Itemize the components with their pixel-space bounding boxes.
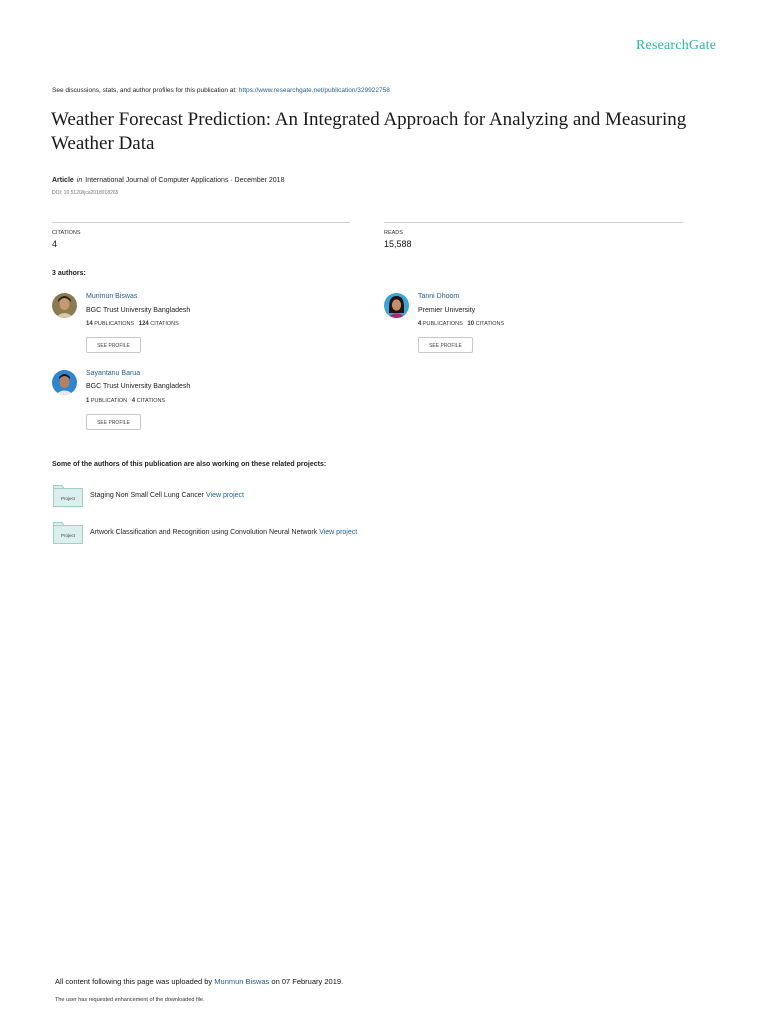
project-title: Staging Non Small Cell Lung Cancer (90, 492, 205, 499)
author-institution: Premier University (418, 307, 476, 314)
citations-count: 4 (131, 398, 136, 404)
citations-label: CITATIONS (150, 321, 179, 327)
in-word: in (76, 177, 83, 184)
citations-divider (52, 222, 350, 223)
citations-count: 124 (138, 321, 149, 327)
citations-value: 4 (52, 239, 58, 249)
project-item (90, 492, 244, 499)
article-meta (52, 177, 284, 184)
project-folder-icon (53, 522, 83, 542)
author-name-link[interactable]: Sayantanu Barua (86, 370, 141, 377)
upload-suffix: on 07 February 2019. (271, 977, 344, 986)
enhancement-note: The user has requested enhancement of the downloaded file. (55, 997, 205, 1003)
author-avatar[interactable] (384, 293, 409, 318)
author-institution: BGC Trust University Bangladesh (86, 307, 191, 314)
see-profile-button[interactable]: SEE PROFILE (418, 337, 473, 353)
author-name-link[interactable]: Munmun Biswas (86, 293, 138, 300)
project-title: Artwork Classification and Recognition using Convolution Neural Network (90, 529, 318, 536)
reads-value: 15,588 (384, 239, 412, 249)
discussion-prefix: See discussions, stats, and author profiles for this publication at: (52, 87, 239, 94)
project-folder-icon (53, 485, 83, 505)
publications-label: PUBLICATIONS (94, 321, 135, 327)
authors-heading: 3 authors: (52, 270, 86, 277)
citations-count: 10 (467, 321, 475, 327)
view-project-link[interactable]: View project (205, 492, 244, 499)
researchgate-logo[interactable]: ResearchGate (636, 38, 717, 53)
publication-url-link[interactable]: https://www.researchgate.net/publication/329922758 (238, 87, 390, 94)
project-icon-label: Project (60, 496, 76, 501)
reads-divider (384, 222, 683, 223)
author-metrics (86, 398, 165, 404)
doi: DOI: 10.5120/ijca2018918265 (52, 190, 119, 196)
citations-label: CITATIONS (52, 230, 81, 236)
reads-label: READS (384, 230, 403, 236)
author-metrics (418, 321, 504, 327)
publications-count: 1 (86, 398, 90, 404)
uploader-link[interactable]: Munmun Biswas (214, 977, 270, 986)
see-profile-button[interactable]: SEE PROFILE (86, 337, 141, 353)
citations-label: CITATIONS (475, 321, 505, 327)
upload-prefix: All content following this page was uploaded by (55, 977, 213, 986)
project-item (90, 529, 357, 536)
upload-info (55, 977, 343, 986)
author-avatar[interactable] (52, 370, 77, 395)
discussion-line (52, 87, 390, 94)
author-metrics (86, 321, 179, 327)
publications-count: 4 (418, 321, 422, 327)
article-type: Article (52, 177, 74, 184)
view-project-link[interactable]: View project (319, 529, 358, 536)
author-avatar[interactable] (52, 293, 77, 318)
publication-title: Weather Forecast Prediction: An Integrated Approach for Analyzing and Measuring Weather Data (51, 109, 687, 154)
publications-count: 14 (86, 321, 93, 327)
venue-date: International Journal of Computer Applications · December 2018 (85, 177, 285, 184)
author-institution: BGC Trust University Bangladesh (86, 383, 191, 390)
citations-label: CITATIONS (136, 398, 166, 404)
author-name-link[interactable]: Tanni Dhoom (418, 293, 460, 300)
publications-label: PUBLICATION (90, 398, 128, 404)
see-profile-button[interactable]: SEE PROFILE (86, 414, 141, 430)
publications-label: PUBLICATIONS (422, 321, 463, 327)
project-icon-label: Project (60, 533, 76, 538)
related-projects-heading: Some of the authors of this publication are also working on these related projects: (52, 461, 327, 468)
